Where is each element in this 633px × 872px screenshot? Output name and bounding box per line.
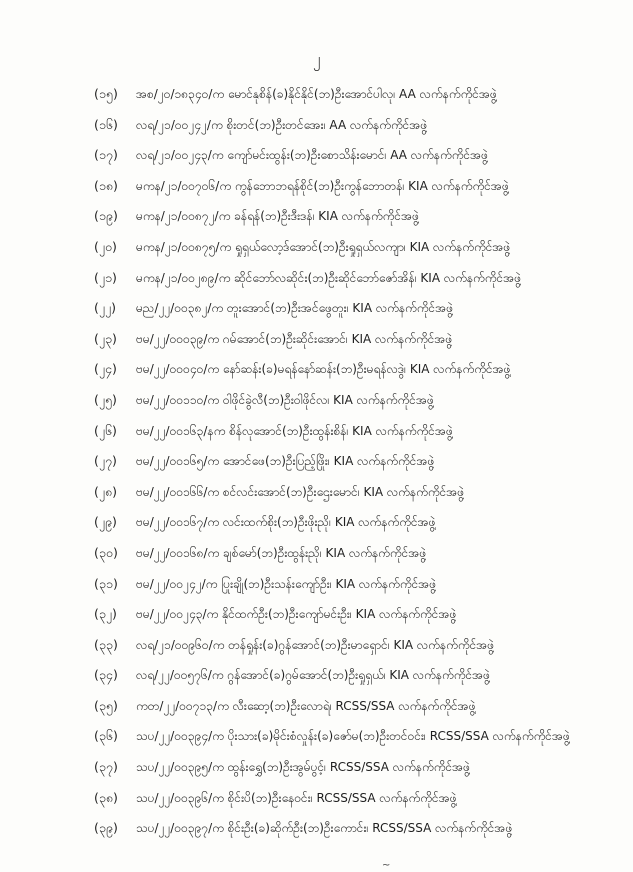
entry-text: မည/၂၂/၀၀၃၈၂/က တူးအောင်(ဘ)ဦးအင်ဖွေတူး၊ KIA လက်နက်ကိုင်အဖွဲ့ xyxy=(136,301,454,316)
list-item xyxy=(94,698,614,729)
list-item xyxy=(94,637,614,668)
entry-number: (၂၁) xyxy=(94,269,117,285)
entry-text: မကန/၂၁/၀၀၂၈၉/က ဆိုင်ဘော်လဆိုင်း(ဘ)ဦးဆိုင်ဘော်ဇော်အိန်၊ KIA လက်နက်ကိုင်အဖွဲ့ xyxy=(136,270,522,285)
list-item xyxy=(94,453,614,484)
list-item xyxy=(94,147,614,178)
entry-number: (၂၈) xyxy=(94,483,118,499)
entry-number: (၂၇) xyxy=(94,453,117,469)
page-number: ၂ xyxy=(312,50,321,68)
entry-text: မကန/၂၁/၀၀၈၇၅/က ရှုရှယ်လော့ဒ်အောင်(ဘ)ဦးရှုရှယ်လကျာ၊ KIA လက်နက်ကိုင်အဖွဲ့ xyxy=(136,239,511,254)
entry-number: (၃၆) xyxy=(94,728,118,744)
entry-text: ဗမ/၂၂/၀၀၁၆၆/က စင်လင်းအောင်(ဘ)ဦးဌေးမောင်၊ KIA လက်နက်ကိုင်အဖွဲ့ xyxy=(136,484,465,499)
list-item xyxy=(94,484,614,515)
list-item xyxy=(94,759,614,790)
list-item xyxy=(94,728,614,759)
list-item xyxy=(94,423,614,454)
entry-text: ဗမ/၂၂/၀၀၁၁၀/က ဝါဖိုင်ခွဲလီ(ဘ)ဦးဝါဖိုင်လ၊ KIA လက်နက်ကိုင်အဖွဲ့ xyxy=(136,392,434,407)
entry-text: သပ/၂၂/၀၀၃၉၅/က ထွန်းရွှေ(ဘ)ဦးအွမ်ပွင့်၊ RCSS/SSA လက်နက်ကိုင်အဖွဲ့ xyxy=(136,760,470,775)
entry-text: မကန/၂၁/၀၀၇၀၆/က ကွန်ဘောဘရန်စိုင်(ဘ)ဦးကွန်ဘောတန်၊ KIA လက်နက်ကိုင်အဖွဲ့ xyxy=(136,178,509,193)
entry-number: (၂၂) xyxy=(94,300,117,316)
list-item xyxy=(94,331,614,362)
entry-number: (၃၅) xyxy=(94,697,118,713)
entry-number: (၂၀) xyxy=(94,238,117,254)
list-item xyxy=(94,606,614,637)
entry-text: ကတ/၂၂/၀၀၇၁၃/က လီးဆော့(ဘ)ဦးလောရဲ၊ RCSS/SSA လက်နက်ကိုင်အဖွဲ့ xyxy=(136,698,476,713)
entry-number: (၂၄) xyxy=(94,361,117,377)
list-item xyxy=(94,667,614,698)
entry-number: (၃၈) xyxy=(94,789,118,805)
entry-text: ဗမ/၂၂/၀၀၁၆၈/က ချစ်မော်(ဘ)ဦးထွန်းညို၊ KIA လက်နက်ကိုင်အဖွဲ့ xyxy=(136,545,427,560)
list-item xyxy=(94,576,614,607)
entry-number: (၂၆) xyxy=(94,422,117,438)
entry-number: (၂၉) xyxy=(94,514,117,530)
entry-number: (၁၉) xyxy=(94,208,118,224)
list-item xyxy=(94,270,614,301)
entry-number: (၁၇) xyxy=(94,147,118,163)
entry-text: မကန/၂၁/၀၀၈၇၂/က ခန်ရန်(ဘ)ဦးဒီးဒန်၊ KIA လက်နက်ကိုင်အဖွဲ့ xyxy=(136,209,419,224)
entry-text: လရ/၂၂/၀၀၅၇၆/က ဂွန်အောင်(ခ)ဂွမ်အောင်(ဘ)ဦးရှုရှယ်၊ KIA လက်နက်ကိုင်အဖွဲ့ xyxy=(136,668,490,683)
entry-text: လရ/၂၁/၀၀၂၄၂/က စိုးတင်(ဘ)ဦးတင်အေး၊ AA လက်နက်ကိုင်အဖွဲ့ xyxy=(136,117,428,132)
entry-number: (၂၃) xyxy=(94,330,117,346)
entry-number: (၃၄) xyxy=(94,667,118,683)
list-item xyxy=(94,239,614,270)
entry-text: လရ/၂၁/၀၀၉၆၀/က တန်ရှုန်း(ခ)ဂွန်အောင်(ဘ)ဦးမာရှောင်၊ KIA လက်နက်ကိုင်အဖွဲ့ xyxy=(136,637,495,652)
list-item xyxy=(94,392,614,423)
list-item xyxy=(94,178,614,209)
entry-text: သပ/၂၂/၀၀၃၉၇/က စိုင်းဦး(ခ)ဆိုက်ဦး(ဘ)ဦးကောင်း၊ RCSS/SSA လက်နက်ကိုင်အဖွဲ့ xyxy=(136,821,513,836)
entry-number: (၃၁) xyxy=(94,575,118,591)
entry-text: ဗမ/၂၂/၀၀၁၆၃/နက စိန်လုအောင်(ဘ)ဦးထွန်းစိန်၊ KIA လက်နက်ကိုင်အဖွဲ့ xyxy=(136,423,453,438)
list-item xyxy=(94,545,614,576)
entry-number: (၃၀) xyxy=(94,544,118,560)
entry-text: လရ/၂၁/၀၀၂၄၃/က ကျော်မင်းထွန်း(ဘ)ဦးစောသိန်းမောင်၊ AA လက်နက်ကိုင်အဖွဲ့ xyxy=(136,148,489,163)
entry-text: ဗမ/၂၂/၀၀၁၆၅/က အောင်ဖေ(ဘ)ဦးပြည့်ဖြိုး၊ KIA လက်နက်ကိုင်အဖွဲ့ xyxy=(136,454,435,469)
entry-text: အစ/၂၀/၁၈၃၄၀/က မောင်နုစိန်(ခ)နိုင်နိုင်(ဘ)ဦးအောင်ပါလု၊ AA လက်နက်ကိုင်အဖွဲ့ xyxy=(136,87,497,101)
entry-text: ဗမ/၂၂/၀၀၂၄၃/က နိုင်ထက်ဦး(ဘ)ဦးကျော်မင်းဦး၊ KIA လက်နက်ကိုင်အဖွဲ့ xyxy=(136,607,457,622)
footer-cutoff-text: ~ xyxy=(382,860,391,871)
entry-number: (၁၅) xyxy=(94,86,118,101)
list-item xyxy=(94,208,614,239)
list-item xyxy=(94,790,614,821)
entry-number: (၃၇) xyxy=(94,759,118,775)
list-item xyxy=(94,300,614,331)
entry-text: သပ/၂၂/၀၀၃၉၄/က ပိုးသား(ခ)မိုင်းစံလှုန်း(ခ)ဇော်မ(ဘ)ဦးတင်ဝင်း၊ RCSS/SSA လက်နက်ကိုင်အဖွဲ့ xyxy=(136,729,570,744)
entry-number: (၃၃) xyxy=(94,636,118,652)
list-item xyxy=(94,820,614,851)
entry-number: (၁၆) xyxy=(94,116,118,132)
entry-number: (၃၉) xyxy=(94,820,118,836)
entry-number: (၃၂) xyxy=(94,606,117,622)
list-item xyxy=(94,361,614,392)
entry-list xyxy=(94,86,614,851)
entry-text: ဗမ/၂၂/၀၀၂၄၂/က ပြုးချို(ဘ)ဦးသန်းကျော်ဦး၊ KIA လက်နက်ကိုင်အဖွဲ့ xyxy=(136,576,437,591)
entry-number: (၂၅) xyxy=(94,391,117,407)
entry-number: (၁၈) xyxy=(94,177,118,193)
list-item xyxy=(94,86,614,117)
entry-text: ဗမ/၂၂/၀၀၀၃၉/က ဂမ်အောင်(ဘ)ဦးဆိုင်းအောင်၊ KIA လက်နက်ကိုင်အဖွဲ့ xyxy=(136,331,453,346)
entry-text: ဗမ/၂၂/၀၀၁၆၇/က လင်းထက်စိုး(ဘ)ဦးဖိုးညို၊ KIA လက်နက်ကိုင်အဖွဲ့ xyxy=(136,515,436,530)
list-item xyxy=(94,514,614,545)
list-item xyxy=(94,117,614,148)
entry-text: ဗမ/၂၂/၀၀၀၄၀/က နော်ဆန်း(ခ)မရန်နော်ဆန်း(ဘ)ဦးမရန်လဒွဲ၊ KIA လက်နက်ကိုင်အဖွဲ့ xyxy=(136,362,511,377)
entry-text: သပ/၂၂/၀၀၃၉၆/က စိုင်းပိ(ဘ)ဦးနေဝင်း၊ RCSS/SSA လက်နက်ကိုင်အဖွဲ့ xyxy=(136,790,457,805)
